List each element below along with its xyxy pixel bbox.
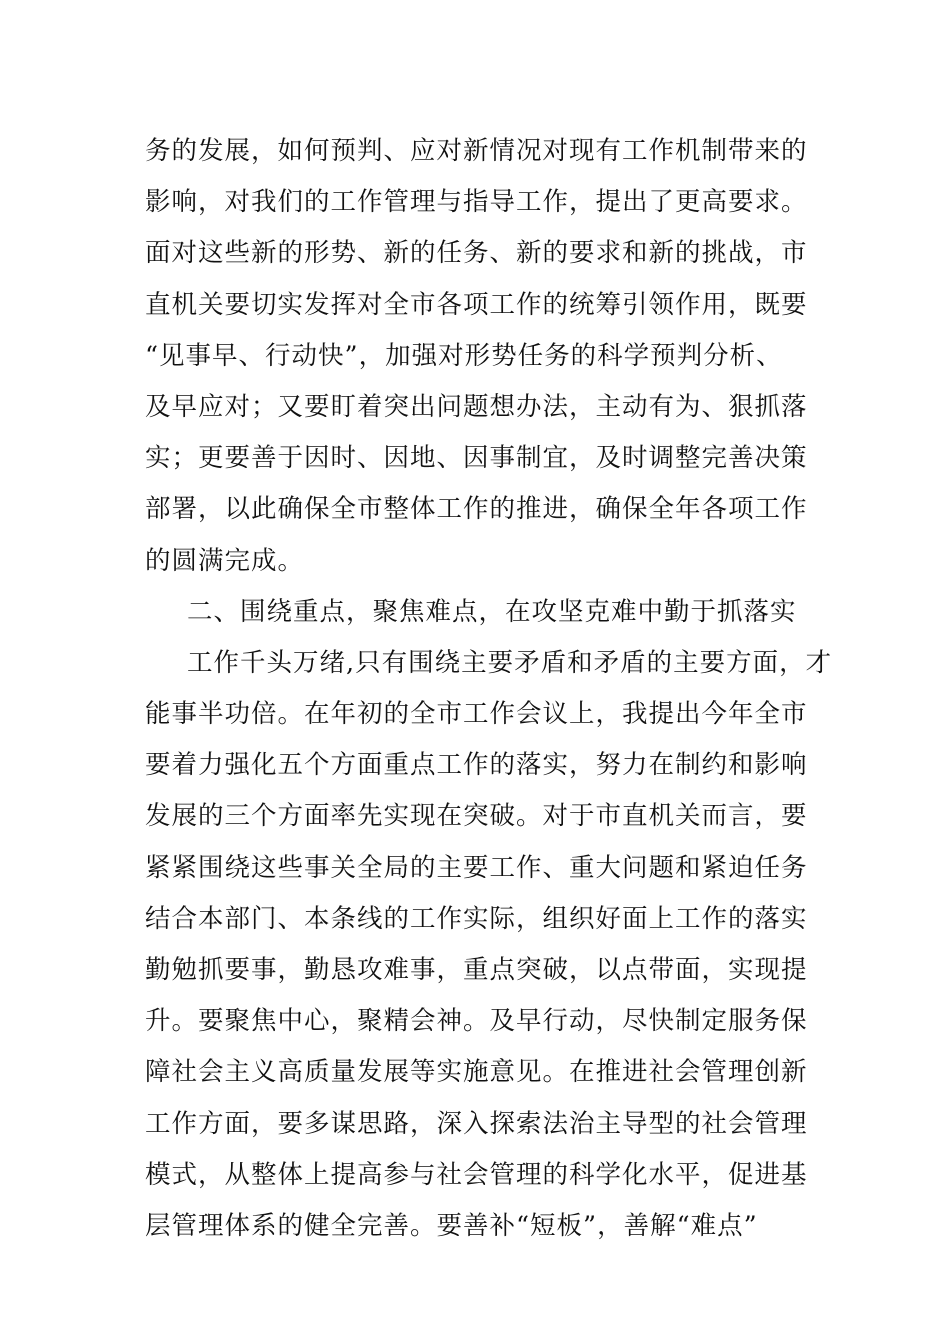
text-line: 部署，以此确保全市整体工作的推进，确保全年各项工作 bbox=[145, 494, 808, 525]
text-line: 务的发展，如何预判、应对新情况对现有工作机制带来的 bbox=[145, 136, 808, 166]
text-line: 面对这些新的形势、新的任务、新的要求和新的挑战，市 bbox=[145, 238, 808, 269]
text-line: 的圆满完成。 bbox=[145, 545, 305, 576]
text-line: 及早应对；又要盯着突出问题想办法，主动有为、狠抓落 bbox=[145, 391, 808, 422]
text-line: 影响，对我们的工作管理与指导工作，提出了更高要求。 bbox=[145, 187, 808, 218]
text-line: 升。要聚焦中心，聚精会神。及早行动，尽快制定服务保 bbox=[145, 1006, 808, 1037]
text-line: 障社会主义高质量发展等实施意见。在推进社会管理创新 bbox=[145, 1057, 808, 1088]
text-line: 模式，从整体上提高参与社会管理的科学化水平，促进基 bbox=[145, 1159, 808, 1190]
document-body bbox=[145, 126, 833, 1252]
text-line: 要着力强化五个方面重点工作的落实，努力在制约和影响 bbox=[145, 750, 808, 781]
text-line: 结合本部门、本条线的工作实际，组织好面上工作的落实 bbox=[145, 903, 808, 934]
text-line: 能事半功倍。在年初的全市工作会议上，我提出今年全市 bbox=[145, 699, 808, 730]
text-line: 直机关要切实发挥对全市各项工作的统筹引领作用，既要 bbox=[145, 289, 808, 320]
text-line: 实；更要善于因时、因地、因事制宜，及时调整完善决策 bbox=[145, 443, 808, 474]
paragraph-first-line: 工作千头万绪,只有围绕主要矛盾和矛盾的主要方面，才 bbox=[187, 647, 833, 678]
text-line: “见事早、行动快”，加强对形势任务的科学预判分析、 bbox=[145, 340, 783, 371]
text-line: 紧紧围绕这些事关全局的主要工作、重大问题和紧迫任务 bbox=[145, 852, 808, 883]
text-line: 工作方面，要多谋思路，深入探索法治主导型的社会管理 bbox=[145, 1108, 808, 1139]
text-line: 发展的三个方面率先实现在突破。对于市直机关而言，要 bbox=[145, 801, 808, 832]
text-line: 勤勉抓要事，勤恳攻难事，重点突破，以点带面，实现提 bbox=[145, 955, 808, 985]
text-line: 层管理体系的健全完善。要善补“短板”，善解“难点” bbox=[145, 1210, 758, 1241]
section-heading: 二、围绕重点，聚焦难点，在攻坚克难中勤于抓落实 bbox=[187, 596, 797, 627]
